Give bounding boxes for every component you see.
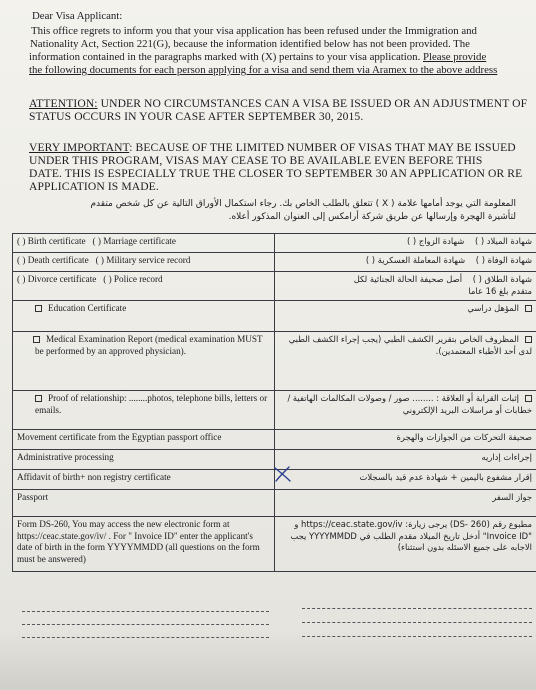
education-checkbox[interactable] bbox=[35, 305, 42, 312]
medical-ar-checkbox[interactable] bbox=[525, 336, 532, 343]
education-label: Education Certificate bbox=[48, 303, 127, 313]
movement-ar-cell[interactable] bbox=[275, 430, 536, 450]
movement-ar-label: صحيفة التحركات من الجوازات والهجرة bbox=[396, 432, 532, 442]
police-record-ar-note: متقدم بلغ 16 عاما bbox=[468, 285, 532, 296]
affidavit-label: Affidavit of birth+ non registry certificate bbox=[17, 472, 171, 482]
attention-line-1 bbox=[29, 97, 527, 110]
table-row bbox=[13, 253, 536, 272]
table-row bbox=[13, 272, 536, 301]
arabic-intro-line-1: المعلومة التي يوجد أمامها علامة ( X ) تتعلق بالطلب الخاص بك. رجاء استكمال الأوراق التالية عن كل شخص متقدم bbox=[90, 199, 516, 209]
admin-ar-cell[interactable] bbox=[275, 450, 536, 470]
certs-en-cell-3 bbox=[13, 272, 275, 301]
table-row bbox=[13, 332, 536, 391]
medical-label: Medical Examination Report (medical examination MUST be performed by an approved physician). bbox=[35, 334, 263, 356]
ds260-ar-cell[interactable] bbox=[275, 517, 536, 572]
affidavit-ar-cell[interactable] bbox=[275, 470, 536, 490]
paragraph-line-3 bbox=[29, 51, 486, 64]
birth-certificate-option[interactable]: ( ) Birth certificate bbox=[17, 236, 86, 246]
death-certificate-ar[interactable]: شهادة الوفاة ( ) bbox=[475, 255, 532, 265]
salutation: Dear Visa Applicant: bbox=[32, 10, 123, 22]
table-row bbox=[13, 391, 536, 430]
table-row bbox=[13, 490, 536, 517]
birth-certificate-ar[interactable]: شهادة الميلاد ( ) bbox=[474, 236, 532, 246]
relationship-ar-label: إثبات القرابة أو العلاقة : ........ صور / وصولات المكالمات الهاتفية / خطابات أو مراسلات البريد الإلكتروني bbox=[287, 393, 532, 415]
important-line-1 bbox=[29, 141, 516, 154]
education-ar-label: المؤهل دراسي bbox=[467, 303, 519, 313]
relationship-checkbox[interactable] bbox=[35, 395, 42, 402]
marriage-certificate-option[interactable]: ( ) Marriage certificate bbox=[92, 236, 176, 246]
paragraph-line-2: Nationality Act, Section 221(G), because the information identified below has not been provided. The bbox=[30, 38, 470, 50]
admin-en-cell[interactable] bbox=[13, 450, 275, 470]
medical-en-cell bbox=[13, 332, 275, 391]
paragraph-line-1: This office regrets to inform you that your visa application has been refused under the Immigration and bbox=[31, 25, 477, 37]
passport-ar-cell[interactable] bbox=[275, 490, 536, 517]
certs-en-cell-2 bbox=[13, 253, 275, 272]
affidavit-en-cell[interactable] bbox=[13, 470, 275, 490]
police-record-option[interactable]: ( ) Police record bbox=[103, 274, 163, 284]
arabic-intro-line-2: لتأشيرة الهجرة وإرسالها عن طريق شركة أرامكس إلى العنوان المذكور أعلاه. bbox=[228, 212, 516, 222]
ds260-ar-label: مطبوع رقم (DS- 260) يرجى زيارة: https://ceac.state.gov/iv و "Invoice ID" أدخل تاريخ الميلاد مقدم الطلب في YYYYMMDD يجب الاجابه على جميع الاسئله بدون استثناء) bbox=[290, 519, 532, 552]
table-row bbox=[13, 430, 536, 450]
documents-table bbox=[12, 233, 536, 572]
education-ar-checkbox[interactable] bbox=[525, 305, 532, 312]
admin-ar-label: إجراءات إداريه bbox=[481, 452, 532, 462]
paragraph-line-3-text: information contained in the paragraphs marked with (X) pertains to your visa application. bbox=[29, 51, 421, 63]
passport-ar-label: جواز السفر bbox=[492, 492, 532, 502]
relationship-en-cell bbox=[13, 391, 275, 430]
education-en-cell bbox=[13, 301, 275, 332]
military-record-ar[interactable]: شهادة المعاملة العسكرية ( ) bbox=[365, 255, 466, 265]
divorce-certificate-ar[interactable]: شهادة الطلاق ( ) bbox=[472, 274, 532, 284]
table-row bbox=[13, 517, 536, 572]
signature-line-en-2 bbox=[22, 624, 269, 625]
relationship-label: Proof of relationship: ........photos, telephone bills, letters or emails. bbox=[35, 393, 268, 415]
medical-ar-label: المظروف الخاص بتقرير الكشف الطبي (يجب إجراء الكشف الطبي لدى أحد الأطباء المعتمدين). bbox=[288, 334, 532, 356]
important-line-2: UNDER THIS PROGRAM, VISAS MAY CEASE TO BE AVAILABLE EVEN BEFORE THIS bbox=[29, 154, 483, 167]
attention-label: ATTENTION: bbox=[29, 97, 98, 110]
ds260-label: Form DS-260, You may access the new electronic form at https://ceac.state.gov/iv/ . For " Invoice ID" enter the applicant's date of birth in the form YYYYMMDD (all questions on the form must be answered) bbox=[17, 519, 260, 564]
attention-text: UNDER NO CIRCUMSTANCES CAN A VISA BE ISSUED OR AN ADJUSTMENT OF bbox=[100, 97, 528, 110]
important-text: : BECAUSE OF THE LIMITED NUMBER OF VISAS THAT MAY BE ISSUED bbox=[129, 141, 516, 154]
important-line-4: APPLICATION IS MADE. bbox=[29, 180, 159, 193]
important-label: VERY IMPORTANT bbox=[29, 141, 130, 154]
passport-en-cell[interactable] bbox=[13, 490, 275, 517]
education-ar-cell bbox=[275, 301, 536, 332]
military-record-option[interactable]: ( ) Military service record bbox=[95, 255, 191, 265]
signature-line-ar-2 bbox=[302, 622, 532, 623]
ds260-en-cell[interactable] bbox=[13, 517, 275, 572]
medical-ar-cell bbox=[275, 332, 536, 391]
divorce-certificate-option[interactable]: ( ) Divorce certificate bbox=[17, 274, 97, 284]
certs-en-cell-1 bbox=[13, 234, 275, 253]
important-line-3: DATE. THIS IS ESPECIALLY TRUE THE CLOSER TO SEPTEMBER 30 AN APPLICATION OR RE bbox=[29, 167, 523, 180]
movement-label: Movement certificate from the Egyptian passport office bbox=[17, 432, 222, 442]
certs-ar-cell-1 bbox=[275, 234, 536, 253]
table-row bbox=[13, 234, 536, 253]
table-row bbox=[13, 301, 536, 332]
page-shadow bbox=[0, 630, 536, 690]
attention-line-2: STATUS OCCURS IN YOUR CASE AFTER SEPTEMBER 30, 2015. bbox=[29, 110, 364, 123]
signature-line-ar-1 bbox=[302, 608, 532, 609]
affidavit-ar-label: إقرار مشفوع باليمين + شهادة عدم قيد بالسجلات bbox=[359, 472, 532, 482]
relationship-ar-cell bbox=[275, 391, 536, 430]
medical-checkbox[interactable] bbox=[33, 336, 40, 343]
handwritten-x-mark bbox=[272, 465, 294, 483]
paragraph-line-4: the following documents for each person applying for a visa and send them via Aramex to the above address bbox=[29, 64, 498, 76]
relationship-ar-checkbox[interactable] bbox=[525, 395, 532, 402]
admin-label: Administrative processing bbox=[17, 452, 114, 462]
marriage-certificate-ar[interactable]: شهادة الزواج ( ) bbox=[406, 236, 465, 246]
signature-line-en-1 bbox=[22, 611, 269, 612]
certs-ar-cell-3 bbox=[275, 272, 536, 301]
police-record-ar[interactable]: أصل صحيفة الحالة الجنائية لكل bbox=[353, 274, 463, 284]
paragraph-line-3-emphasis: Please provide bbox=[422, 51, 487, 63]
passport-label: Passport bbox=[17, 492, 49, 502]
certs-ar-cell-2 bbox=[275, 253, 536, 272]
movement-en-cell[interactable] bbox=[13, 430, 275, 450]
death-certificate-option[interactable]: ( ) Death certificate bbox=[17, 255, 89, 265]
